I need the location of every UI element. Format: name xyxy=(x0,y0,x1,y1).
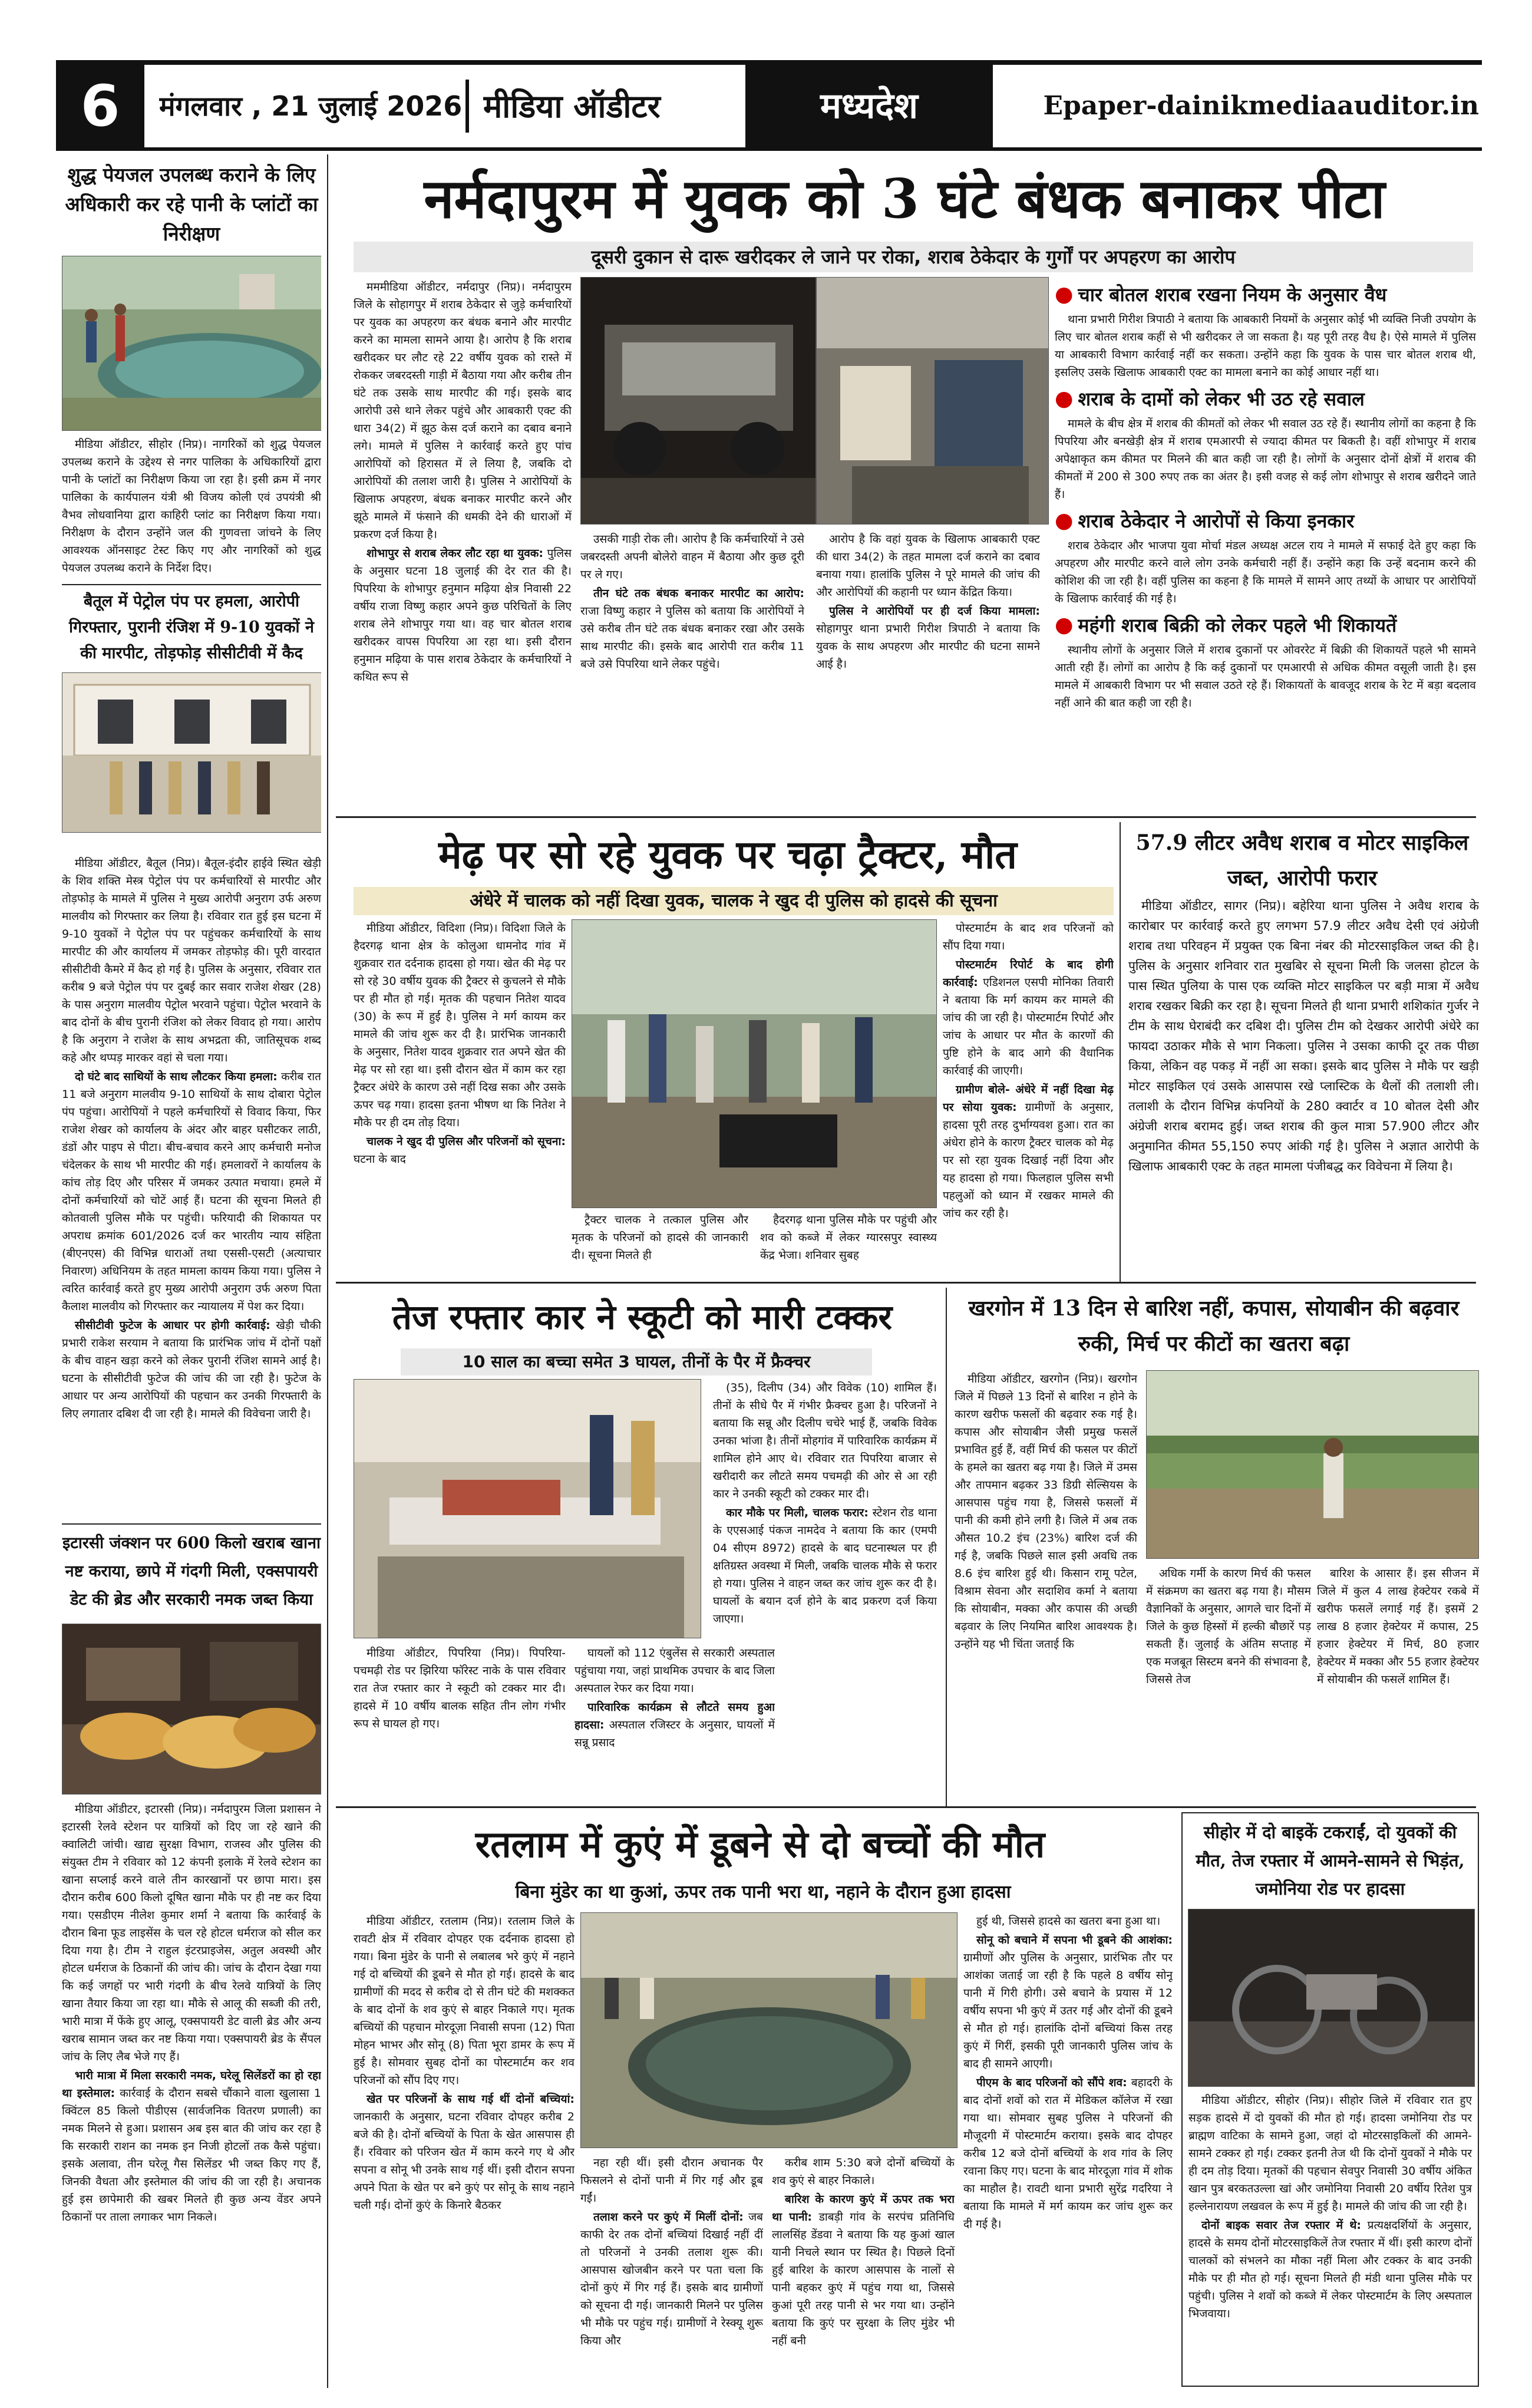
itarsi-body: मीडिया ऑडीटर, इटारसी (निप्र)। नर्मदापुरम जिला प्रशासन ने इटारसी रेलवे स्टेशन पर यात्रियों को दिए जा रहे खाने की क्वालिटी जांची। खाद्य सुरक्षा विभाग, राजस्व और पुलिस की संयुक्त टीम ने रविवार को 12 कंपनी इलाके में रेलवे स्टेशन का खाना सप्लाई करने वाले तीन कारखानों पर छापा मारा। इस दौरान करीब 600 किलो दूषित खाना मौके पर ही नष्ट कर दिया गया। एसडीएम नीलेश कुमार शर्मा ने बताया कि कार्रवाई के दौरान बिना फूड लाइसेंस के चल रहे होटल धर्मराज को सील कर दिया गया है। टीम ने राहुल इंटरप्राइजेस, अतुल अवस्थी और होटल धर्मराज के ठिकानों की जांच की। जांच के दौरान देखा गया कि कई जगहों पर भारी गंदगी के बीच रेलवे यात्रियों के लिए खाना तैयार किया जा रहा था। मौके से आलू की सब्जी की तरी, भारी मात्रा में फेंके हुए आलू, एक्सपायरी डेट वाली ब्रेड और अन्य खराब सामान जब्त कर नष्ट किया गया। एक्सपायरी ब्रेड के सैंपल जांच के लिए लैब भेजे गए हैं। भारी मात्रा में मिला सरकारी नमक, घरेलू सिलेंडरों का हो रहा था इस्तेमाल: कार्रवाई के दौरान सबसे चौंकाने वाला खुलासा 1 क्विंटल 85 किलो पीडीएस (सार्वजनिक वितरण प्रणाली) का नमक मिलने से हुआ। प्रशासन अब इस बात की जांच कर रहा है कि सरकारी राशन का नमक इन निजी होटलों तक कैसे पहुंचा। इसके अलावा, तीन घरेलू गैस सिलेंडर भी जब्त किए गए हैं, जिनकी वैधता और इस्तेमाल की जांच की जा रही है। अचानक हुई इस छापेमारी की खबर मिलते ही कुछ अन्य वेंडर अपने ठिकानों पर ताला लगाकर भाग निकले। xyxy=(62,1803,321,2224)
liquor-headline: 57.9 लीटर अवैध शराब व मोटर साइकिल जब्त, आरोपी फरार xyxy=(1135,830,1469,890)
petrol-pump-headline: बैतूल में पेट्रोल पंप पर हमला, आरोपी गिरफ्तार, पुरानी रंजिश में 9-10 युवकों ने की मारपीट, तोड़फोड़ सीसीटीवी में कैद xyxy=(69,592,314,662)
tractor-photo xyxy=(572,919,937,1208)
section-name: मध्यदेश xyxy=(745,65,993,147)
lower-rule xyxy=(336,1806,1476,1808)
paper-name: मीडिया ऑडीटर xyxy=(483,87,661,125)
box4-head: महंगी शराब बिक्री को लेकर पहले भी शिकायतें xyxy=(1078,614,1397,636)
bullet-icon: ● xyxy=(1055,509,1074,533)
tractor-col3: हैदरगढ़ थाना पुलिस मौके पर पहुंची और शव को कब्जे में लेकर ग्यारसपुर स्वास्थ्य केंद्र भेजा। शनिवार सुबह xyxy=(760,1213,937,1262)
car-col1: मीडिया ऑडीटर, पिपरिया (निप्र)। पिपरिया-पचमढ़ी रोड पर झिरिया फॉरेस्ट नाके के पास रविवार रात तेज रफ्तार कार ने स्कूटी को टक्कर मार दी। हादसे में 10 वर्षीय बालक सहित तीन लोग गंभीर रूप से घायल हो गए। xyxy=(354,1647,566,1730)
bike-crash-photo xyxy=(1188,1909,1475,2087)
well-photo xyxy=(580,1912,958,2148)
khargone-col3: बारिश के आसार हैं। इस सीजन में जिले में कुल 4 लाख हेक्टेयर रकबे में खरीफ फसलें लगाई गई हैं। इसमें 2 लाख 8 हजार हेक्टेयर में कपास, 25 हजार हेक्टेयर में मिर्च, 80 हजार हेक्टेयर में मक्का और 55 हजार हेक्टेयर में सोयाबीन की फसलें शामिल हैं। xyxy=(1317,1567,1479,1686)
lead-subhead: दूसरी दुकान से दारू खरीदकर ले जाने पर रोका, शराब ठेकेदार के गुर्गों पर अपहरण का आरोप xyxy=(354,242,1473,272)
tractor-headline: मेढ़ पर सो रहे युवक पर चढ़ा ट्रैक्टर, मौत xyxy=(438,832,1017,878)
car-headline: तेज रफ्तार कार ने स्कूटी को मारी टक्कर xyxy=(392,1297,893,1337)
box4-body: स्थानीय लोगों के अनुसार जिले में शराब दुकानों पर ओवररेट में बिक्री की शिकायतें पहले भी सामने आती रही हैं। लोगों का आरोप है कि कई दुकानों पर एमआरपी से अधिक कीमत वसूली जाती है। इस मामले में आबकारी विभाग पर भी सवाल उठते रहे हैं। शिकायतों के बावजूद शराब के रेट में बड़ा बदलाव नहीं आने की बात कही जा रही है। xyxy=(1055,644,1476,710)
crop-field-photo xyxy=(1146,1370,1479,1559)
well-subhead: बिना मुंडेर का था कुआं, ऊपर तक पानी भरा था, नहाने के दौरान हुआ हादसा xyxy=(515,1882,1011,1902)
left-column-rule xyxy=(327,154,328,2388)
petrol-pump-body: मीडिया ऑडीटर, बैतूल (निप्र)। बैतूल-इंदौर हाईवे स्थित खेड़ी के शिव शक्ति मेस्त्र पेट्रोल पंप पर कर्मचारियों से मारपीट और तोड़फोड़ के मामले में पुलिस ने मुख्य आरोपी अनुराग उर्फ अरुण मालवीय को गिरफ्तार कर लिया है। रविवार रात हुई इस घटना में 9-10 युवकों ने पेट्रोल पंप पर पहुंचकर कर्मचारियों के साथ मारपीट की और कार्यालय में जमकर तोड़फोड़ की। पूरी वारदात सीसीटीवी कैमरे में कैद हो गई है। पुलिस के अनुसार, रविवार रात करीब 9 बजे पेट्रोल पंप पर दुबई कार सवार राजेश शेखर (28) के पास अनुराग मालवीय पेट्रोल भरवाने पहुंचा। पेट्रोल भरवाने के बाद दोनों के बीच पुरानी रंजिश को लेकर विवाद हो गया। आरोप है कि अनुराग ने राजेश के साथ अभद्रता की, जातिसूचक शब्द कहे और थप्पड़ मारकर वहां से चला गया। दो घंटे बाद साथियों के साथ लौटकर किया हमला: करीब रात 11 बजे अनुराग मालवीय 9-10 साथियों के साथ दोबारा पेट्रोल पंप पहुंचा। आरोपियों ने पहले कर्मचारियों से विवाद किया, फिर राजेश शेखर को कार्यालय के अंदर और बाहर घसीटकर लाठी, डंडों और पाइप से पीटा। बीच-बचाव करने आए कर्मचारी मनोज चंदेलकर के साथ भी मारपीट की गई। हमलावरों ने कार्यालय के कांच तोड़ दिए और परिसर में जमकर उत्पात मचाया। हमले में दोनों कर्मचारियों को चोटें आई हैं। घटना की सूचना मिलते ही कोतवाली पुलिस मौके पर पहुंची। फरियादी की शिकायत पर अपराध क्रमांक 601/2026 दर्ज कर भारतीय न्याय संहिता (बीएनएस) की विभिन्न धाराओं तथा एससी-एसटी (अत्याचार निवारण) अधिनियम के तहत मामला कायम किया गया। पुलिस ने त्वरित कार्रवाई करते हुए मुख्य आरोपी अनुराग उर्फ अरुण पिता कैलाश मालवीय को गिरफ्तार कर न्यायालय में पेश कर दिया। सीसीटीवी फुटेज के आधार पर होगी कार्रवाई: खेड़ी चौकी प्रभारी राकेश सरयाम ने बताया कि प्रारंभिक जांच में दोनों पक्षों के बीच वाहन खड़ा करने को लेकर पुरानी रंजिश सामने आई है। घटना के सीसीटीवी फुटेज की जांच की जा रही है। फुटेज के आधार पर अन्य आरोपियों की पहचान कर उनकी गिरफ्तारी के लिए लगातार दबिश दी जा रही है। मामले की विवेचना जारी है। xyxy=(62,857,321,1420)
left-divider-2 xyxy=(62,1523,321,1525)
lead-bottom-rule xyxy=(336,816,1476,818)
tractor-col1: मीडिया ऑडीटर, विदिशा (निप्र)। विदिशा जिले के हैदरगढ़ थाना क्षेत्र के कोलुआ धामनोद गांव में शुक्रवार रात दर्दनाक हादसा हो गया। खेत की मेढ़ पर सो रहे 30 वर्षीय युवक की ट्रैक्टर से कुचलने से मौके पर ही मौत हो गई। मृतक की पहचान नितेश यादव (30) के रूप में हुई है। पुलिस ने मर्ग कायम कर मामले की जांच शुरू कर दी है। प्रारंभिक जानकारी के अनुसार, नितेश यादव शुक्रवार रात अपने खेत की मेढ़ पर सो रहा था। इसी दौरान खेत में काम कर रहा ट्रैक्टर अंधेरे के कारण उसे नहीं दिख सका और उसके ऊपर चढ़ गया। हादसा इतना भीषण था कि नितेश ने मौके पर ही दम तोड़ दिया। चालक ने खुद दी पुलिस और परिजनों को सूचना: घटना के बाद xyxy=(354,922,566,1166)
itarsi-headline: इटारसी जंक्शन पर 600 किलो खराब खाना नष्ट कराया, छापे में गंदगी मिली, एक्सपायरी डेट की ब्रेड और सरकारी नमक जब्त किया xyxy=(62,1534,321,1609)
khargone-rule xyxy=(946,1288,947,1806)
well-col3: करीब शाम 5:30 बजे दोनों बच्चियों के शव कुएं से बाहर निकाले। बारिश के कारण कुएं में ऊपर तक भरा था पानी: डाबड़ी गांव के सरपंच प्रतिनिधि लालसिंह डेंडवा ने बताया कि यह कुआं खाल यानी निचले स्थान पर स्थित है। पिछले दिनों हुई बारिश के कारण आसपास के नालों से पानी बहकर कुएं में पहुंच गया था, जिससे कुआं पूरी तरह पानी से भर गया था। उन्होंने बताया कि कुएं पर सुरक्षा के लिए मुंडेर भी नहीं बनी xyxy=(772,2156,955,2347)
tractor-col2: ट्रैक्टर चालक ने तत्काल पुलिस और मृतक के परिजनों को हादसे की जानकारी दी। सूचना मिलते ही xyxy=(572,1213,748,1262)
bullet-icon: ● xyxy=(1055,613,1074,637)
tractor-subhead: अंधेरे में चालक को नहीं दिखा युवक, चालक ने खुद दी पुलिस को हादसे की सूचना xyxy=(354,887,1114,915)
box3-body: शराब ठेकेदार और भाजपा युवा मोर्चा मंडल अध्यक्ष अटल राय ने मामले में सफाई देते हुए कहा कि अपहरण और मारपीट करने वाले लोग उनके कर्मचारी नहीं हैं। उन्होंने कहा कि उन्हें बदनाम करने की कोशिश की जा रही है। वहीं पुलिस का कहना है कि मामले में सामने आए तथ्यों के आधार पर आरोपियों के खिलाफ कार्रवाई की गई है। xyxy=(1055,539,1476,605)
police-station-photo xyxy=(62,672,321,833)
car-subhead: 10 साल का बच्चा समेत 3 घायल, तीनों के पैर में फ्रैक्चर xyxy=(401,1348,872,1375)
box2-body: मामले के बीच क्षेत्र में शराब की कीमतों को लेकर भी सवाल उठ रहे हैं। स्थानीय लोगों का कहना है कि पिपरिया और बनखेड़ी क्षेत्र में शराब एमआरपी से ज्यादा कीमत पर बिकती है। वहीं शोभापुर में शराब अपेक्षाकृत कम कीमत पर मिलने की बात कही जा रही है। लोगों के अनुसार दोनों क्षेत्रों में शराब की कीमतों में 200 से 300 रुपए तक का अंतर है। इसी वजह से कई लोग शोभापुर से शराब खरीदने जाते हैं। xyxy=(1055,417,1476,501)
box1-head: चार बोतल शराब रखना नियम के अनुसार वैध xyxy=(1078,283,1387,306)
mid-rule xyxy=(336,1282,1476,1284)
masthead-bottom-rule xyxy=(56,147,1482,151)
liquor-box-rule xyxy=(1120,822,1121,1282)
lead-col3: आरोप है कि वहां युवक के खिलाफ आबकारी एक्ट की धारा 34(2) के तहत मामला दर्ज कराने का दबाव बनाया गया। हालांकि पुलिस ने पूरे मामले की जांच की और आरोपियों की कहानी पर ध्यान केंद्रित किया। पुलिस ने आरोपियों पर ही दर्ज किया मामला: सोहागपुर थाना प्रभारी गिरीश त्रिपाठी ने बताया कि युवक के साथ अपहरण और मारपीट की घटना सामने आई है। xyxy=(816,533,1040,671)
lead-col2: उसकी गाड़ी रोक ली। आरोप है कि कर्मचारियों ने उसे जबरदस्ती अपनी बोलेरो वाहन में बैठाया और कुछ दूरी पर ले गए। तीन घंटे तक बंधक बनाकर मारपीट का आरोप: राजा विष्णु कहार ने पुलिस को बताया कि आरोपियों ने उसे करीब तीन घंटे तक बंधक बनाकर रखा और उसके साथ मारपीट की। इसके बाद आरोपी रात करीब 11 बजे उसे पिपरिया थाने लेकर पहुंचे। xyxy=(580,533,804,671)
epaper-url: Epaper-dainikmediaauditor.in xyxy=(1043,91,1479,121)
bullet-icon: ● xyxy=(1055,282,1074,306)
well-col4: हुई थी, जिससे हादसे का खतरा बना हुआ था। सोनू को बचाने में सपना भी डूबने की आशंका: ग्रामीणों और पुलिस के अनुसार, प्रारंभिक तौर पर आशंका जताई जा रही है कि पहले 8 वर्षीय सोनू पानी में गिरी होगी। उसे बचाने के प्रयास में 12 वर्षीय सपना भी कुएं में उतर गई और दोनों की डूबने से मौत हो गई। हालांकि दोनों बच्चियां किस तरह कुएं में गिरीं, इसकी पूरी जानकारी पुलिस जांच के बाद ही सामने आएगी। पीएम के बाद परिजनों को सौंपे शव: बहादरी के बाद दोनों शवों को रात में मेडिकल कॉलेज में रखा गया था। सोमवार सुबह पुलिस ने परिजनों की मौजूदगी में पोस्टमार्टम कराया। इसके बाद दोपहर करीब 12 बजे दोनों बच्चियों के शव गांव के लिए रवाना किए गए। घटना के बाद मोरदूज़ा गांव में शोक का माहौल है। रावटी थाना प्रभारी सुरेंद्र गदरिया ने बताया कि मामले में मर्ग कायम कर जांच शुरू कर दी गई है। xyxy=(963,1915,1173,2231)
box1-body: थाना प्रभारी गिरीश त्रिपाठी ने बताया कि आबकारी नियमों के अनुसार कोई भी व्यक्ति निजी उपयोग के लिए चार बोतल शराब कहीं से भी खरीदकर ले जा सकता है। यह पूरी तरह वैध है। ऐसे मामले में पुलिस या आबकारी विभाग कार्रवाई नहीं कर सकता। उन्होंने कहा कि युवक के पास चार बोतल शराब थी, इसलिए उसके खिलाफ आबकारी एक्ट का मामला बनाने का कोई आधार नहीं था। xyxy=(1055,313,1476,379)
lead-col1: मममीडिया ऑडीटर, नर्मदापुर (निप्र)। नर्मदापुरम जिले के सोहागपुर में शराब ठेकेदार से जुड़े कर्मचारियों पर युवक का अपहरण कर बंधक बनाने और मारपीट करने का मामला सामने आया है। आरोप है कि शराब खरीदकर घर लौट रहे 22 वर्षीय युवक को रास्ते में रोककर जबरदस्ती गाड़ी में बैठाया गया और करीब तीन घंटे तक उसके साथ मारपीट की गई। इसके बाद आरोपी उसे थाने लेकर पहुंचे और आबकारी एक्ट की धारा 34(2) में झूठ केस दर्ज कराने का दबाव बनाने लगे। मामले में पुलिस ने कार्रवाई करते हुए पांच आरोपियों को हिरासत में ले लिया है, जबकि दो आरोपियों की तलाश जारी है। पुलिस ने आरोपियों के खिलाफ अपहरण, बंधक बनाकर मारपीट करने और झूठे मामले में फंसाने की धमकी देने की धाराओं में प्रकरण दर्ज किया है। शोभापुर से शराब लेकर लौट रहा था युवक: पुलिस के अनुसार घटना 18 जुलाई की देर रात की है। पिपरिया के शोभापुर हनुमान मढ़िया क्षेत्र निवासी 22 वर्षीय राजा विष्णु कहार अपने कुछ परिचितों के लिए शराब लेने शोभापुर गया था। वह चार बोतल शराब खरीदकर वापस पिपरिया आ रहा था। इसी दौरान हनुमान मढ़िया के पास शराब ठेकेदार के कर्मचारियों ने कथित रूप से xyxy=(354,281,572,684)
car-col2: घायलों को 112 एंबुलेंस से सरकारी अस्पताल पहुंचाया गया, जहां प्राथमिक उपचार के बाद जिला अस्पताल रेफर कर दिया गया। पारिवारिक कार्यक्रम से लौटते समय हुआ हादसा: अस्पताल रजिस्टर के अनुसार, घायलों में सन्नू प्रसाद xyxy=(574,1647,775,1749)
well-headline: रतलाम में कुएं में डूबने से दो बच्चों की मौत xyxy=(475,1823,1045,1866)
sehore-box xyxy=(1181,1812,1479,2387)
khargone-headline: खरगोन में 13 दिन से बारिश नहीं, कपास, सोयाबीन की बढ़वार रुकी, मिर्च पर कीटों का खतरा बढ़ा xyxy=(968,1296,1460,1356)
khargone-col1: मीडिया ऑडीटर, खरगोन (निप्र)। खरगोन जिले में पिछले 13 दिनों से बारिश न होने के कारण खरीफ फसलों की बढ़वार रुक गई है। कपास और सोयाबीन जैसी प्रमुख फसलें प्रभावित हुई हैं, वहीं मिर्च की फसल पर कीटों के हमले का खतरा बढ़ गया है। जिले में उमस और तापमान बढ़कर 33 डिग्री सेल्सियस के आसपास पहुंच गया है, जिससे फसलों में पानी की कमी होने लगी है। जिले में अब तक औसत 10.2 इंच (23%) बारिश दर्ज की गई है, जबकि पिछले साल इसी अवधि तक 8.6 इंच बारिश हुई थी। किसान रामू पटेल, विश्राम सेवना और सदाशिव कर्मा ने बताया कि सोयाबीन, मक्का और कपास की अच्छी बढ़वार के लिए नियमित बारिश आवश्यक है। उन्होंने यह भी चिंता जताई कि xyxy=(955,1373,1137,1651)
box3-head: शराब ठेकेदार ने आरोपों से किया इनकार xyxy=(1078,510,1355,532)
masthead-divider xyxy=(465,80,469,133)
sehore-headline: सीहोर में दो बाइकें टकराईं, दो युवकों की मौत, तेज रफ्तार में आमने-सामने से भिड़ंत, जमोनिया रोड पर हादसा xyxy=(1196,1822,1465,1899)
food-raid-photo xyxy=(62,1624,321,1795)
hospital-photo xyxy=(354,1379,701,1638)
box2-head: शराब के दामों को लेकर भी उठ रहे सवाल xyxy=(1078,388,1365,410)
lead-photo-right xyxy=(816,277,1049,525)
page-number: 6 xyxy=(56,65,144,147)
bullet-icon: ● xyxy=(1055,387,1074,411)
left-divider-1 xyxy=(62,584,321,585)
car-col3: (35), दिलीप (34) और विवेक (10) शामिल हैं। तीनों के सीधे पैर में गंभीर फ्रैक्चर हुआ है। परिजनों ने बताया कि सन्नू और दिलीप चचेरे भाई हैं, जबकि विवेक उनका भांजा है। तीनों मोहगांव में पारिवारिक कार्यक्रम में शामिल होने आए थे। रविवार रात पिपरिया बाजार से खरीदारी कर लौटते समय पचमढ़ी की ओर से आ रही कार ने उनकी स्कूटी को टक्कर मार दी। कार मौके पर मिली, चालक फरार: स्टेशन रोड थाना के एएसआई पंकज नामदेव ने बताया कि कार (एमपी 04 सीएम 8972) हादसे के बाद घटनास्थल पर ही क्षतिग्रस्त अवस्था में मिली, जबकि चालक मौके से फरार हो गया। पुलिस ने वाहन जब्त कर जांच शुरू कर दी है। घायलों के बयान दर्ज होने के बाद प्रकरण दर्ज किया जाएगा। xyxy=(713,1381,937,1625)
well-col2: नहा रही थीं। इसी दौरान अचानक पैर फिसलने से दोनों पानी में गिर गई और डूब गईं। तलाश करने पर कुएं में मिलीं दोनों: जब काफी देर तक दोनों बच्चियां दिखाई नहीं दीं तो परिजनों ने उनकी तलाश शुरू की। आसपास खोजबीन करने पर पता चला कि दोनों कुएं में गिर गई हैं। इसके बाद ग्रामीणों को सूचना दी गई। जानकारी मिलने पर पुलिस भी मौके पर पहुंच गई। ग्रामीणों ने रेस्क्यू शुरू किया और xyxy=(580,2156,763,2347)
masthead-top-rule xyxy=(56,60,1482,65)
water-plant-photo xyxy=(62,256,321,431)
water-plant-headline: शुद्ध पेयजल उपलब्ध कराने के लिए अधिकारी कर रहे पानी के प्लांटों का निरीक्षण xyxy=(65,163,318,245)
water-plant-body: मीडिया ऑडीटर, सीहोर (निप्र)। नागरिकों को शुद्ध पेयजल उपलब्ध कराने के उद्देश्य से नगर पालिका के अधिकारियों द्वारा पानी के प्लांटों का निरीक्षण किया जा रहा है। इसी क्रम में नगर पालिका के कार्यपालन यंत्री श्री विजय कोली एवं उपयंत्री श्री वैभव लोधवानिया द्वारा काहिरी प्लांट का निरीक्षण किया गया। निरीक्षण के दौरान उन्होंने जल की गुणवत्ता जांचने के लिए आवश्यक ऑनसाइट टेस्ट किए गए और नागरिकों को शुद्ध पेयजल उपलब्ध कराने के निर्देश दिए। xyxy=(62,438,321,575)
tractor-col4: पोस्टमार्टम के बाद शव परिजनों को सौंप दिया गया। पोस्टमार्टम रिपोर्ट के बाद होगी कार्रवाई: एडिशनल एसपी मोनिका तिवारी ने बताया कि मर्ग कायम कर मामले की जांच की जा रही है। पोस्टमार्टम रिपोर्ट और जांच के आधार पर मौत के कारणों की पुष्टि होने के बाद आगे की वैधानिक कार्रवाई की जाएगी। ग्रामीण बोले- अंधेरे में नहीं दिखा मेढ़ पर सोया युवक: ग्रामीणों के अनुसार, हादसा पूरी तरह दुर्भाग्यवश हुआ। रात का अंधेरा होने के कारण ट्रैक्टर चालक को मेढ़ पर सो रहा युवक दिखाई नहीं दिया और यह हादसा हो गया। फिलहाल पुलिस सभी पहलुओं को ध्यान में रखकर मामले की जांच कर रही है। xyxy=(943,922,1114,1220)
well-col1: मीडिया ऑडीटर, रतलाम (निप्र)। रतलाम जिले के रावटी क्षेत्र में रविवार दोपहर एक दर्दनाक हादसा हो गया। बिना मुंडेर के पानी से लबालब भरे कुएं में नहाने गई दो बच्चियों की डूबने से मौत हो गई। हादसे के बाद ग्रामीणों की मदद से करीब दो से तीन घंटे की मशक्कत के बाद दोनों के शव कुएं से बाहर निकाले गए। मृतक बच्चियों की पहचान मोरदूज़ा निवासी सपना (12) पिता मोहन भाभर और सोनू (8) पिता भूरा डामर के रूप में हुई है। सोमवार सुबह दोनों का पोस्टमार्टम कर शव परिजनों को सौंप दिए गए। खेत पर परिजनों के साथ गई थीं दोनों बच्चियां: जानकारी के अनुसार, घटना रविवार दोपहर करीब 2 बजे की है। दोनों बच्चियों के पिता के खेत आसपास ही हैं। रविवार को परिजन खेत में काम करने गए थे और सपना व सोनू भी उनके साथ गई थीं। इसी दौरान सपना अपने पिता के खेत पर बने कुएं पर सोनू के साथ नहाने चली गई। दोनों कुएं के किनारे बैठकर xyxy=(354,1915,574,2212)
lead-headline: नर्मदापुरम में युवक को 3 घंटे बंधक बनाकर पीटा xyxy=(424,167,1385,230)
sehore-body: मीडिया ऑडीटर, सीहोर (निप्र)। सीहोर जिले में रविवार रात हुए सड़क हादसे में दो युवकों की मौत हो गई। हादसा जमोनिया रोड पर ब्राह्मण वाटिका के सामने हुआ, जहां दो मोटरसाइकिलों की आमने-सामने टक्कर हो गई। टक्कर इतनी तेज थी कि दोनों युवकों ने मौके पर ही दम तोड़ दिया। मृतकों की पहचान सेवपुर निवासी 30 वर्षीय अंकित खान पुत्र बरकतउल्ला खां और जमोनिया निवासी 20 वर्षीय रितेश पुत्र हल्लेनारायण लखवल के रूप में हुई है। मामले की जांच की जा रही है। दोनों बाइक सवार तेज रफ्तार में थे: प्रत्यक्षदर्शियों के अनुसार, हादसे के समय दोनों मोटरसाइकिलें तेज रफ्तार में थीं। इसी कारण दोनों चालकों को संभलने का मौका नहीं मिला और टक्कर के बाद उनकी मौके पर ही मौत हो गई। सूचना मिलते ही मंडी थाना पुलिस मौके पर पहुंची। पुलिस ने शवों को कब्जे में लेकर पोस्टमार्टम के लिए अस्पताल भिजवाया। xyxy=(1188,2094,1472,2320)
issue-date: मंगलवार , 21 जुलाई 2026 xyxy=(159,90,463,122)
lead-photo-left xyxy=(580,277,816,525)
khargone-col2: अधिक गर्मी के कारण मिर्च की फसल में संक्रमण का खतरा बढ़ गया है। मौसम वैज्ञानिकों के अनुसार, आगले चार दिनों में जिले के कुछ हिस्सों में हल्की बौछारें पड़ सकती हैं। जुलाई के अंतिम सप्ताह में एक मजबूत सिस्टम बनने की संभावना है, जिससे तेज xyxy=(1146,1567,1311,1686)
lead-sidebar xyxy=(1055,278,1476,820)
liquor-body: मीडिया ऑडीटर, सागर (निप्र)। बहेरिया थाना पुलिस ने अवैध शराब के कारोबार पर कार्रवाई करते हुए लगभग 57.9 लीटर अवैध देसी एवं अंग्रेजी शराब तथा परिवहन में प्रयुक्त एक बिना नंबर की मोटरसाइकिल जब्त की है। पुलिस के अनुसार शनिवार रात मुखबिर से सूचना मिली कि जलसा होटल के पास स्थित पुलिया के पास एक व्यक्ति मोटर साइकिल पर बड़ी मात्रा में अवैध शराब रखकर बिक्री कर रहा है। सूचना मिलते ही थाना प्रभारी शशिकांत गुर्जर ने टीम के साथ घेराबंदी कर दबिश दी। पुलिस टीम को देखकर आरोपी अंधेरे का फायदा उठाकर मौके से भाग निकला। पुलिस ने उसका काफी दूर तक पीछा किया, लेकिन वह पकड़ में नहीं आ सका। इसके बाद पुलिस ने मौके पर खड़ी मोटर साइकिल एवं उसके आसपास रखे प्लास्टिक के थैलों की तलाशी ली। तलाशी के दौरान विभिन्न कंपनियों के 280 क्वार्टर व 10 बोतल देसी और अंग्रेजी शराब बरामद हुई। जब्त शराब की कुल मात्रा 57.900 लीटर और अनुमानित कीमत 55,150 रुपए आंकी गई है। पुलिस ने अज्ञात आरोपी के खिलाफ आबकारी एक्ट के तहत मामला पंजीबद्ध कर विवेचना में लिया है। xyxy=(1128,899,1479,1173)
